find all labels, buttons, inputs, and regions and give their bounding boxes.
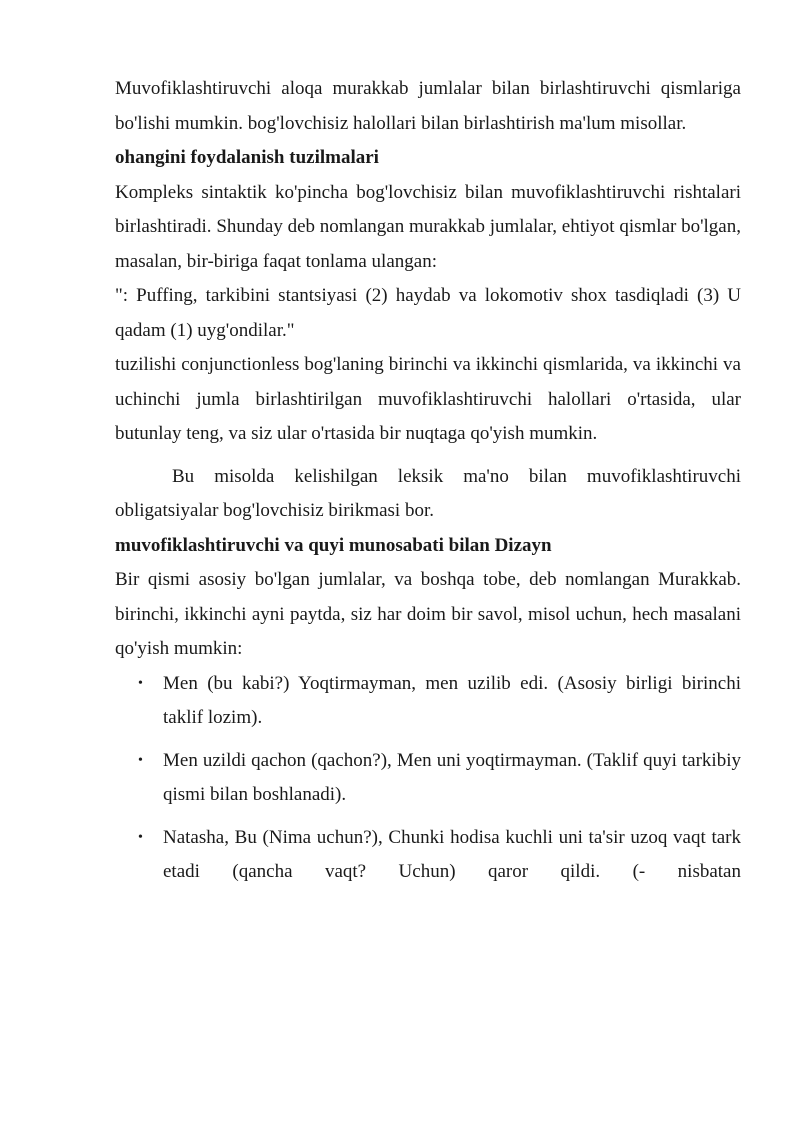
paragraph-structure: tuzilishi conjunctionless bog'laning birinchi va ikkinchi qismlarida, va ikkinchi va uchinchi jumla birlashtirilgan muvofiklashtiruvchi halollari o'rtasida, ular butunlay teng, va siz ular o'rtasida bir nuqtaga qo'yish mumkin. xyxy=(115,354,741,444)
example-list xyxy=(115,667,741,890)
list-item xyxy=(115,667,741,736)
list-item xyxy=(115,821,741,890)
paragraph-intro: Muvofiklashtiruvchi aloqa murakkab jumlalar bilan birlashtiruvchi qismlariga bo'lishi mumkin. bog'lovchisiz halollari bilan birlashtirish ma'lum misollar. xyxy=(115,78,741,134)
bullet-icon: • xyxy=(138,752,143,768)
section-heading-design: muvofiklashtiruvchi va quyi munosabati bilan Dizayn xyxy=(115,534,552,556)
bullet-icon: • xyxy=(138,675,143,691)
list-item-text: Men uzildi qachon (qachon?), Men uni yoqtirmayman. (Taklif quyi tarkibiy qismi bilan boshlanadi). xyxy=(163,749,741,805)
section-heading-intonation: ohangini foydalanish tuzilmalari xyxy=(115,147,379,168)
paragraph-complex-sentences: Bir qismi asosiy bo'lgan jumlalar, va boshqa tobe, deb nomlangan Murakkab. birinchi, ikkinchi ayni paytda, siz har doim bir savol, misol uchun, hech masalani qo'yish mumkin: xyxy=(115,569,741,659)
list-item-text: Men (bu kabi?) Yoqtirmayman, men uzilib edi. (Asosiy birligi birinchi taklif lozim). xyxy=(163,672,741,728)
paragraph-example-note: Bu misolda kelishilgan leksik ma'no bilan muvofiklashtiruvchi obligatsiyalar bog'lovchisiz birikmasi bor. xyxy=(115,465,741,521)
document-page xyxy=(115,72,741,890)
list-item xyxy=(115,744,741,813)
paragraph-complex-syntax: Kompleks sintaktik ko'pincha bog'lovchisiz bilan muvofiklashtiruvchi rishtalari birlashtiradi. Shunday deb nomlangan murakkab jumlalar, ehtiyot qismlar bo'lgan, masalan, bir-biriga faqat tonlama ulangan: xyxy=(115,181,741,272)
paragraph-example-quote: ": Puffing, tarkibini stantsiyasi (2) haydab va lokomotiv shox tasdiqladi (3) U qadam (1) uyg'ondilar." xyxy=(115,285,741,341)
bullet-icon: • xyxy=(138,829,143,845)
list-item-text: Natasha, Bu (Nima uchun?), Chunki hodisa kuchli uni ta'sir uzoq vaqt tark etadi (qancha vaqt? Uchun) qaror qildi. (- nisbatan xyxy=(163,826,741,882)
